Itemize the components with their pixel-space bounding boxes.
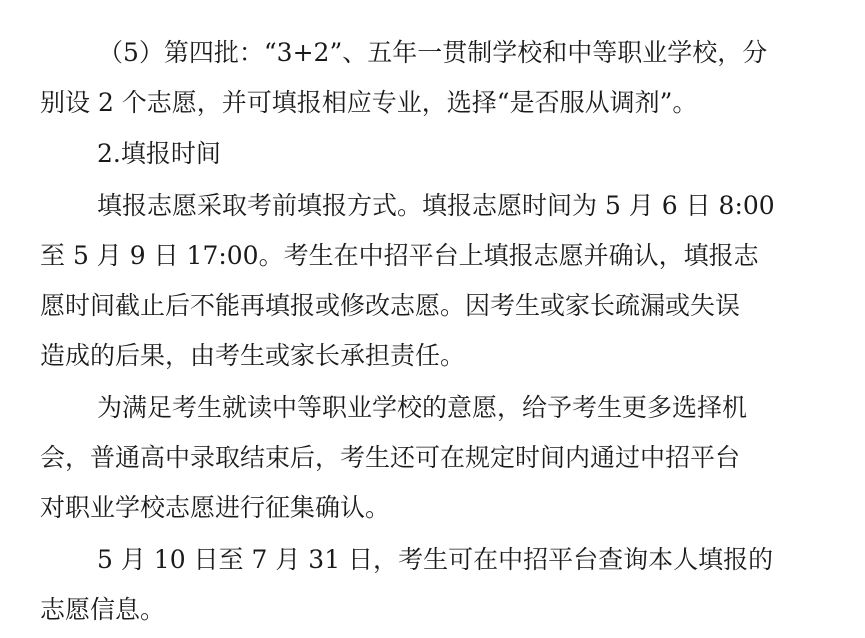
paragraph-query-line1: 5 月 10 日至 7 月 31 日，考生可在中招平台查询本人填报的 <box>97 545 774 574</box>
paragraph-vocational-line3: 对职业学校志愿进行征集确认。 <box>40 493 391 522</box>
paragraph-filing-method-line1: 填报志愿采取考前填报方式。填报志愿时间为 5 月 6 日 8:00 <box>97 191 775 220</box>
paragraph-batch4-line1: （5）第四批：“3+2”、五年一贯制学校和中等职业学校，分 <box>98 38 768 67</box>
paragraph-filing-method-line2: 至 5 月 9 日 17:00。考生在中招平台上填报志愿并确认，填报志 <box>40 241 759 270</box>
paragraph-filing-method-line3: 愿时间截止后不能再填报或修改志愿。因考生或家长疏漏或失误 <box>40 291 741 320</box>
paragraph-filing-method-line4: 造成的后果，由考生或家长承担责任。 <box>40 341 466 370</box>
paragraph-query-line2: 志愿信息。 <box>40 595 166 624</box>
paragraph-vocational-line1: 为满足考生就读中等职业学校的意愿，给予考生更多选择机 <box>97 393 748 422</box>
paragraph-batch4-line2: 别设 2 个志愿，并可填报相应专业，选择“是否服从调剂”。 <box>40 88 698 117</box>
paragraph-vocational-line2: 会，普通高中录取结束后，考生还可在规定时间内通过中招平台 <box>40 443 741 472</box>
section-heading-filing-time: 2.填报时间 <box>97 139 221 168</box>
